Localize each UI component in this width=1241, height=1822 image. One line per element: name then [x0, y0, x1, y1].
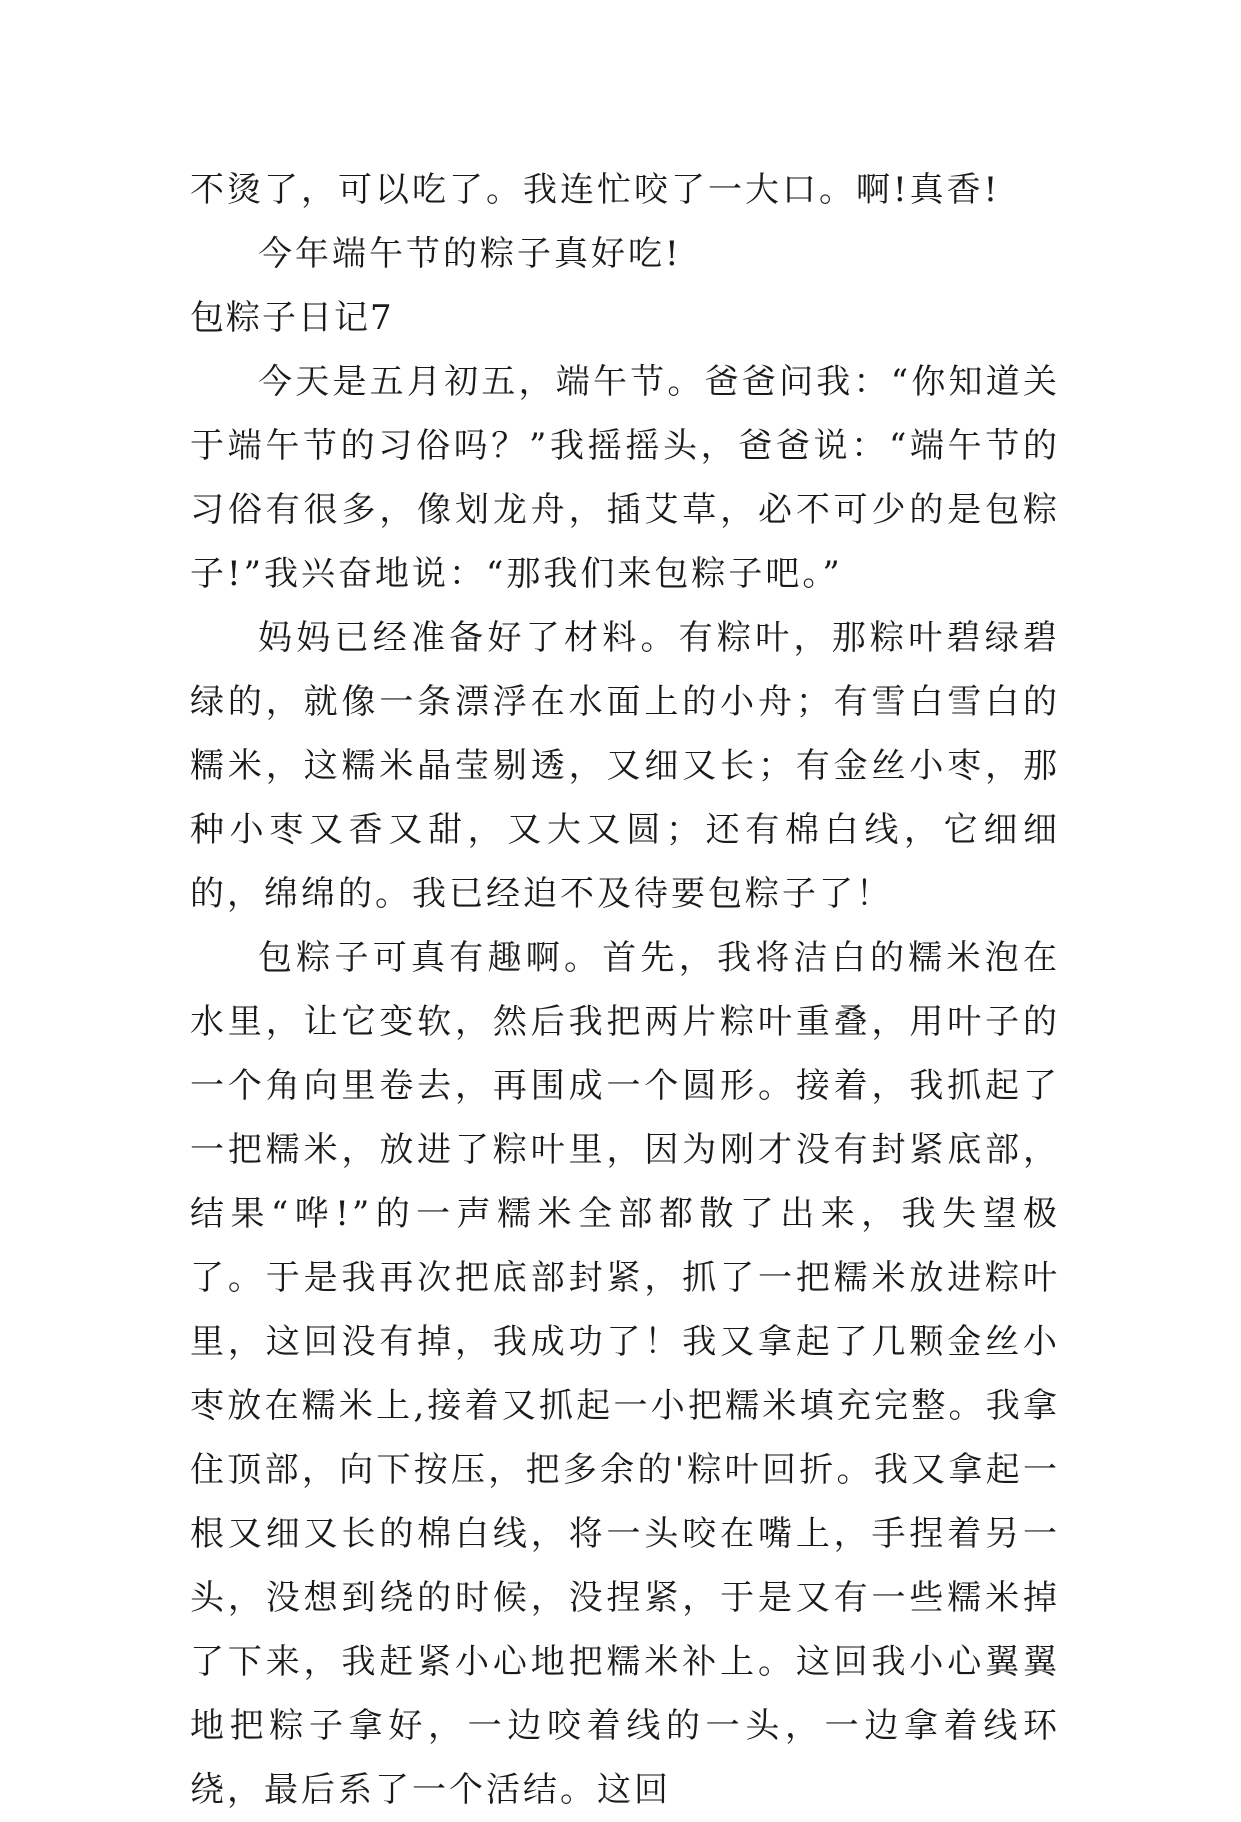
paragraph-1: 不烫了，可以吃了。我连忙咬了一大口。啊!真香! — [190, 170, 1001, 210]
paragraph-5: 包粽子可真有趣啊。首先，我将洁白的糯米泡在水里，让它变软，然后我把两片粽叶重叠，用叶子的一个角向里卷去，再围成一个圆形。接着，我抓起了一把糯米，放进了粽叶里，因为刚才没有封紧底部，结果“哗!”的一声糯米全部都散了出来，我失望极了。于是我再次把底部封紧，抓了一把糯米放进粽叶里，这回没有掉，我成功了！我又拿起了几颗金丝小枣放在糯米上,接着又抓起一小把糯米填充完整。我拿住顶部，向下按压，把多余的'粽叶回折。我又拿起一根又细又长的棉白线，将一头咬在嘴上，手捏着另一头，没想到绕的时候，没捏紧，于是又有一些糯米掉了下来，我赶紧小心地把糯米补上。这回我小心翼翼地把粽子拿好，一边咬着线的一头，一边拿着线环绕，最后系了一个活结。这回 — [190, 938, 1060, 1810]
paragraph-4: 妈妈已经准备好了材料。有粽叶，那粽叶碧绿碧绿的，就像一条漂浮在水面上的小舟；有雪白雪白的糯米，这糯米晶莹剔透，又细又长；有金丝小枣，那种小枣又香又甜，又大又圆；还有棉白线，它细细的，绵绵的。我已经迫不及待要包粽子了！ — [190, 618, 1060, 914]
paragraph-2: 今年端午节的粽子真好吃! — [258, 234, 682, 274]
document-body — [190, 158, 1060, 1822]
paragraph-3: 今天是五月初五，端午节。爸爸问我：“你知道关于端午节的习俗吗？”我摇摇头，爸爸说：“端午节的习俗有很多，像划龙舟，插艾草，必不可少的是包粽子!”我兴奋地说：“那我们来包粽子吧。” — [190, 362, 1060, 594]
section-heading: 包粽子日记7 — [190, 298, 394, 338]
